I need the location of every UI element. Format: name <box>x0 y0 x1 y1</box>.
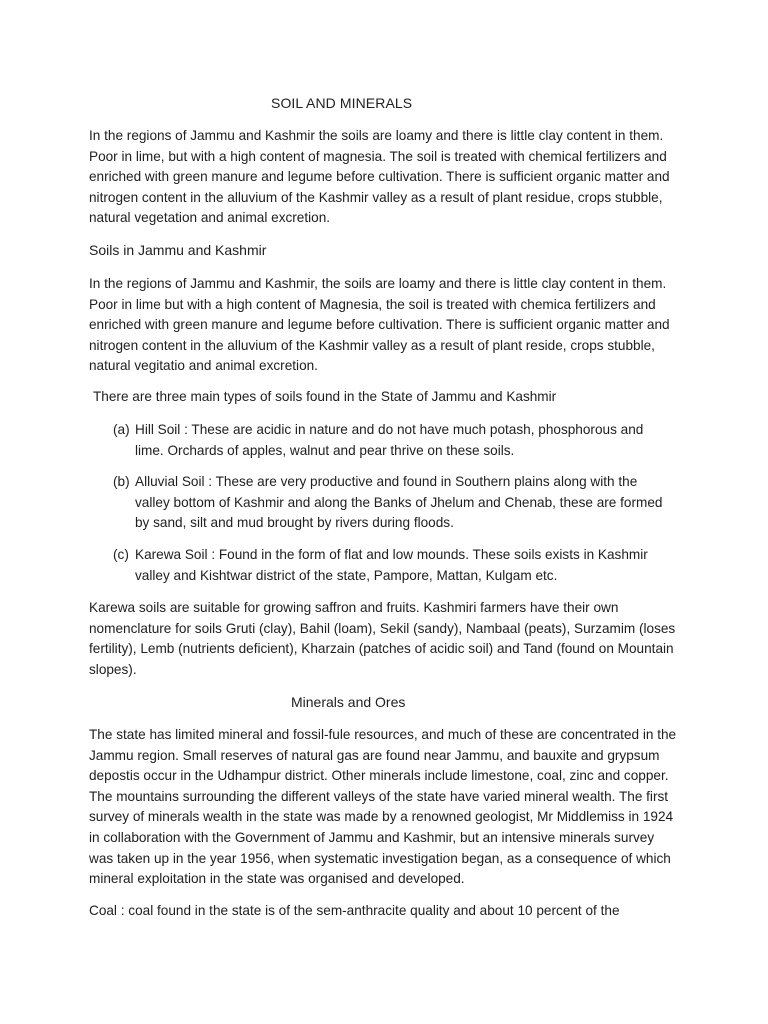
soil-description: These are acidic in nature and do not have much potash, phosphorous and lime. Orchards of apples, walnut and pear thrive on these soils. <box>135 422 644 458</box>
soil-term: Alluvial Soil <box>135 474 205 489</box>
intro-paragraph: In the regions of Jammu and Kashmir the soils are loamy and there is little clay content in them. Poor in lime, but with a high content of magnesia. The soil is treated with chemical fertilizers and enriched with green manure and legume before cultivation. There is sufficient organic matter and nitrogen content in the alluvium of the Kashmir valley as a result of plant residue, crops stubble, natural vegetation and animal excretion. <box>89 128 670 226</box>
soils-paragraph: In the regions of Jammu and Kashmir, the soils are loamy and there is little clay content in them. Poor in lime but with a high content of Magnesia, the soil is treated with chemica fertilizers and enriched with green manure and legume before cultivation. There is sufficient organic matter and nitrogen content in the alluvium of the Kashmir valley as a result of plant reside, crops stubble, natural vegitatio and animal excretion. <box>89 276 670 374</box>
soil-term: Hill Soil : <box>135 422 188 437</box>
minerals-paragraph: The state has limited mineral and fossil-fule resources, and much of these are concentrated in the Jammu region. Small reserves of natural gas are found near Jammu, and bauxite and grypsum depostis occur in the Udhampur district. Other minerals include limestone, coal, zinc and copper. The mountains surrounding the different valleys of the state have varied mineral wealth. The first survey of minerals wealth in the state was made by a renowned geologist, Mr Middlemiss in 1924 in collaboration with the Government of Jammu and Kashmir, but an intensive minerals survey was taken up in the year 1956, when systematic investigation began, as a consequence of which mineral exploitation in the state was organised and developed. <box>89 727 677 887</box>
soil-description: : Found in the form of flat and low mounds. These soils exists in Kashmir valley and Kishtwar district of the state, Pampore, Mattan, Kulgam etc. <box>135 547 648 583</box>
list-item <box>113 472 673 534</box>
list-marker: (b) <box>113 474 130 489</box>
coal-paragraph <box>89 901 679 922</box>
list-item <box>113 545 673 586</box>
section-heading-minerals: Minerals and Ores <box>291 694 406 710</box>
karewa-paragraph: Karewa soils are suitable for growing saffron and fruits. Kashmiri farmers have their own nomenclature for soils Gruti (clay), Bahil (loam), Sekil (sandy), Nambaal (peats), Surzamim (loses fertility), Lemb (nutrients deficient), Kharzain (patches of acidic soil) and Tand (found on Mountain slopes). <box>89 600 676 677</box>
list-marker: (a) <box>113 422 130 437</box>
soil-types-lead: There are three main types of soils found in the State of Jammu and Kashmir <box>93 389 557 404</box>
list-marker: (c) <box>113 547 129 562</box>
coal-description: : coal found in the state is of the sem-anthracite quality and about 10 percent of the <box>116 903 620 918</box>
document-title: SOIL AND MINERALS <box>271 95 413 111</box>
soil-description: : These are very productive and found in Southern plains along with the valley bottom of Kashmir and along the Banks of Jhelum and Chenab, these are formed by sand, silt and mud brought by rivers during floods. <box>135 474 663 531</box>
coal-term: Coal <box>89 903 117 918</box>
section-heading-soils: Soils in Jammu and Kashmir <box>89 242 267 258</box>
soil-term: Karewa Soil <box>135 547 208 562</box>
list-item <box>113 420 673 461</box>
